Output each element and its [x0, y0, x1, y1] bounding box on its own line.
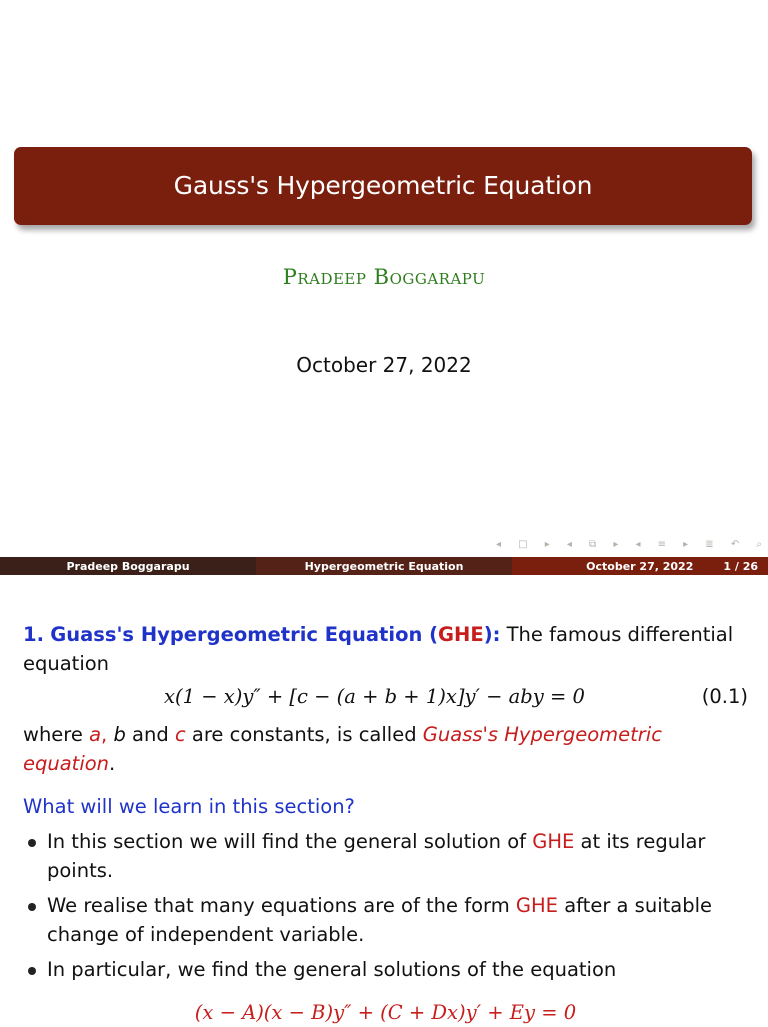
list-item — [23, 827, 748, 885]
section-heading-paragraph — [23, 620, 748, 678]
nav-prev-frame-icon[interactable]: ◂ — [496, 538, 502, 550]
list-item — [23, 955, 748, 984]
heading-number: 1. — [23, 623, 44, 646]
bullet-text: We realise that many equations are of the form — [47, 894, 510, 917]
presentation-date: October 27, 2022 — [296, 353, 472, 377]
list-item — [23, 891, 748, 949]
bullet-text-end: at its regular points. — [47, 830, 706, 882]
nav-back-icon[interactable]: ↶ — [730, 538, 740, 550]
and-text: and — [132, 723, 169, 746]
intro-text: The famous differential equation — [23, 623, 734, 675]
equation-row — [23, 678, 748, 718]
bullet-text: In particular, we find the general solutions of the equation — [47, 958, 617, 981]
heading-ghe: GHE — [438, 623, 484, 646]
var-c: c — [174, 723, 186, 746]
heading-title: Guass's Hypergeometric Equation ( — [50, 623, 439, 646]
footer-page-number: 1 / 26 — [723, 559, 758, 573]
author-name: Pradeep Boggarapu — [282, 265, 486, 289]
footer-short-title: Hypergeometric Equation — [256, 557, 512, 575]
beamer-navigation-bar — [496, 537, 762, 551]
nav-next-subsection-icon[interactable]: ▸ — [613, 538, 619, 550]
comma: , — [101, 723, 108, 746]
equation-general: (x − A)(x − B)y″ + (C + Dx)y′ + Ey = 0 — [194, 1001, 577, 1024]
equation-main: x(1 − x)y″ + [c − (a + b + 1)x]y′ − aby = 0 — [164, 685, 585, 708]
section-question: What will we learn in this section? — [23, 795, 355, 818]
bullet-list — [23, 827, 748, 984]
heading-close: ): — [483, 623, 501, 646]
slide-title: Gauss's Hypergeometric Equation — [173, 171, 593, 200]
slide-footer — [0, 557, 768, 575]
bullet-ghe: GHE — [515, 894, 558, 917]
nav-subsection-icon[interactable]: ⧉ — [589, 538, 597, 550]
slide-body — [23, 620, 748, 1027]
nav-align-icon[interactable]: ≣ — [705, 538, 714, 550]
var-b: b — [113, 723, 126, 746]
where-text: where — [23, 723, 83, 746]
footer-author: Pradeep Boggarapu — [0, 557, 256, 575]
nav-section-icon[interactable]: ≡ — [657, 538, 667, 550]
bullet-text-end: after a suitable change of independent variable. — [47, 894, 713, 946]
nav-search-icon[interactable]: ⌕ — [756, 538, 762, 550]
equation-name: Guass's Hypergeometric equation — [23, 723, 662, 775]
nav-next-section-icon[interactable]: ▸ — [683, 538, 689, 550]
constants-text: are constants, is called — [191, 723, 417, 746]
nav-prev-subsection-icon[interactable]: ◂ — [566, 538, 572, 550]
content-slide — [0, 576, 768, 1024]
bullet-ghe: GHE — [532, 830, 575, 853]
nav-frame-icon[interactable]: □ — [518, 538, 528, 550]
equation-number: (0.1) — [701, 685, 748, 708]
footer-date: October 27, 2022 — [586, 559, 694, 573]
definition-paragraph — [23, 720, 748, 778]
title-banner — [14, 147, 752, 225]
bullet-text: In this section we will find the general solution of — [47, 830, 527, 853]
nav-prev-section-icon[interactable]: ◂ — [635, 538, 641, 550]
footer-date-page — [512, 557, 768, 575]
period: . — [109, 752, 116, 775]
nav-next-frame-icon[interactable]: ▸ — [544, 538, 550, 550]
var-a: a — [89, 723, 102, 746]
